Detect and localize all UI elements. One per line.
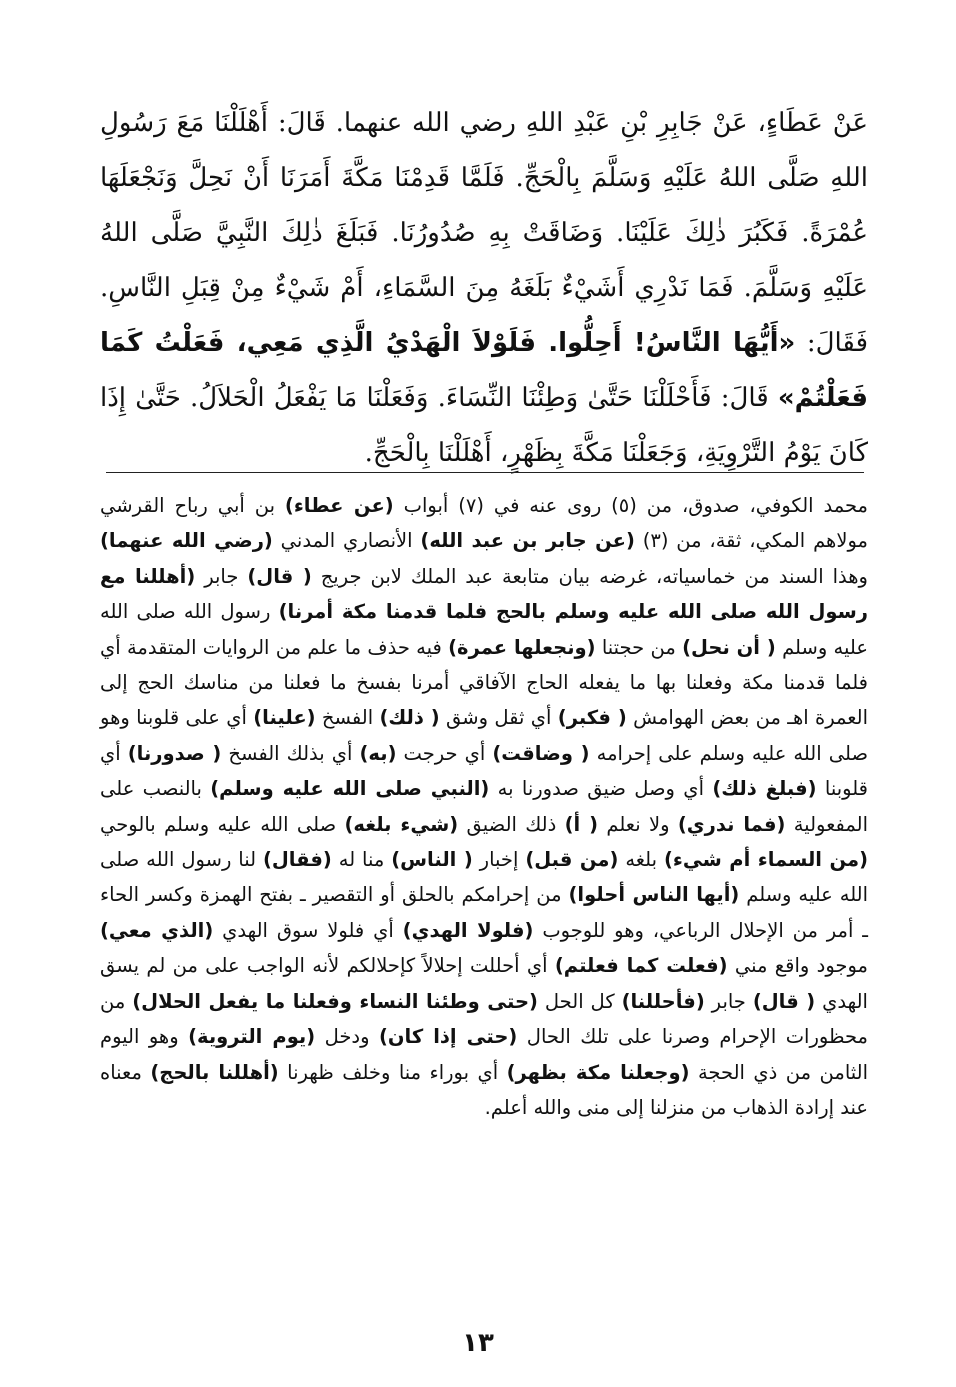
commentary-bold-segment: (فعلت كما فعلتم) — [554, 954, 728, 978]
commentary-bold-segment: (أهللنا بالحج) — [150, 1060, 279, 1084]
commentary-bold-segment: (ونجعلها عمرة) — [448, 635, 596, 659]
commentary-bold-segment: ( قال) — [752, 989, 816, 1013]
commentary-segment: أي على قلوبنا وهو صلى الله عليه وسلم على إحرامه — [100, 706, 868, 765]
commentary-bold-segment: (رضي الله عنهما) — [100, 529, 273, 553]
commentary-segment: كل الحل — [537, 989, 622, 1013]
commentary-segment: وهو اليوم الثامن من ذي الحجة — [100, 1025, 869, 1084]
commentary-bold-segment: (الذي معي) — [100, 918, 214, 942]
commentary-segment: منا له — [331, 848, 392, 872]
commentary-bold-segment: ( الناس) — [391, 848, 473, 872]
commentary-segment: أي حرجت — [396, 741, 493, 765]
commentary-segment: أي أحللت إحلالاً كإحلالكم لأنه الواجب على من لم يسق الهدي — [100, 954, 868, 1013]
commentary-segment: أي وصل ضيق صدورنا به — [489, 777, 713, 801]
commentary-bold-segment: (من قبل) — [525, 848, 619, 872]
hadith-text — [100, 96, 868, 481]
commentary-segment: الفسخ — [315, 706, 380, 730]
commentary-bold-segment: (فقال) — [262, 848, 332, 872]
hadith-text-part-2: قَالَ: فَأَحْلَلْنَا حَتَّىٰ وَطِئْنَا النِّسَاءَ. وَفَعَلْنَا مَا يَفْعَلُ الْحَلاَلُ. حَتَّىٰ إِذَا كَانَ يَوْمُ التَّرْوِيَةِ، وَجَعَلْنَا مَكَّةَ بِظَهْرٍ، أَهْلَلْنَا بِالْحَجِّ. — [100, 383, 868, 468]
commentary-bold-segment: (فبلغ ذلك) — [712, 777, 817, 801]
commentary-segment: محمد الكوفي، صدوق، من (٥) روى عنه في (٧) أبواب — [393, 494, 869, 517]
commentary-bold-segment: (من السماء أم شيء) — [663, 848, 868, 872]
page-number: ١٣ — [462, 1328, 494, 1358]
hadith-text-part-1: عَنْ عَطَاءٍ، عَنْ جَابِرِ بْنِ عَبْدِ اللهِ رضي الله عنهما. قَالَ: أَهْلَلْنَا مَعَ رَسُولِ اللهِ صَلَّى اللهُ عَلَيْهِ وَسَلَّمَ بِالْحَجِّ. فَلَمَّا قَدِمْنَا مَكَّةَ أَمَرَنَا أَنْ نَحِلَّ وَنَجْعَلَهَا عُمْرَةً. فَكَبُرَ ذٰلِكَ عَلَيْنَا. وَضَاقَتْ بِهِ صُدُورُنَا. فَبَلَغَ ذٰلِكَ النَّبِيَّ صَلَّى اللهُ عَلَيْهِ وَسَلَّمَ. فَمَا نَدْرِي أَشَيْءٌ بَلَغَهُ مِنَ السَّمَاءِ، أَمْ شَيْءٌ مِنْ قِبَلِ النَّاسِ. فَقَالَ: — [100, 108, 868, 358]
commentary-bold-segment: ( قال) — [247, 564, 312, 588]
commentary-segment: أي فلولا سوق الهدي — [213, 918, 403, 942]
commentary-segment: بن أبي رباح القرشي مولاهم المكي، ثقة، من (٣) — [100, 494, 868, 553]
commentary-segment: معناه عند إرادة الذهاب من منزلنا إلى منى والله أعلم. — [100, 1060, 868, 1119]
commentary-segment: ذلك الضيق — [458, 812, 565, 836]
commentary-segment: أي بذلك الفسخ — [221, 741, 360, 765]
commentary-bold-segment: (عن عطاء) — [284, 494, 394, 517]
commentary-segment: بالنصب على المفعولية — [100, 777, 868, 836]
commentary-bold-segment: ( صدورنا) — [127, 741, 222, 765]
commentary-bold-segment: (أيها الناس أحلوا) — [568, 883, 740, 907]
commentary-segment: إخبار — [472, 848, 526, 872]
commentary-segment: فيه حذف ما علم من الروايات المتقدمة أي فلما قدمنا مكة وفعلنا بها ما يفعله الحاج الآفاقي أمرنا بفسخ ما فعلنا من مناسك الحج إلى العمرة اهـ من بعض الهوامش — [100, 635, 868, 730]
commentary-segment: أي ثقل وشق — [439, 706, 558, 730]
commentary-segment: ودخل — [315, 1025, 379, 1049]
commentary-segment: رسول الله صلى الله عليه وسلم — [100, 600, 868, 659]
commentary-segment: موجود واقع مني — [727, 954, 868, 978]
commentary-bold-segment: (يوم التروية) — [188, 1025, 316, 1049]
commentary-bold-segment: ( أ) — [564, 812, 599, 836]
commentary-segment: من حجتنا — [595, 635, 683, 659]
commentary-bold-segment: (فأحللنا) — [621, 989, 705, 1013]
commentary-bold-segment: (النبي صلى الله عليه وسلم) — [210, 777, 490, 801]
commentary-segment: صلى الله عليه وسلم بالوحي — [100, 812, 345, 836]
commentary-bold-segment: (شيء بلغه) — [344, 812, 459, 836]
hadith-text-bold-quote: «أَيُّهَا النَّاسُ! أَحِلُّوا. فَلَوْلاَ الْهَدْيُ الَّذِي مَعِي، فَعَلْتُ كَمَا فَعَلْتُمْ» — [100, 328, 869, 413]
commentary-segment: جابر — [704, 989, 753, 1013]
commentary-bold-segment: (فلولا الهدي) — [402, 918, 534, 942]
commentary-segment: أي قلوبنا — [100, 741, 868, 801]
commentary-segment: جابر — [195, 564, 248, 588]
commentary-bold-segment: ( وضاقت) — [492, 741, 590, 765]
commentary-bold-segment: ( أن نحل) — [682, 635, 776, 659]
commentary-bold-segment: (حتى وطئنا النساء وفعلنا ما يفعل الحلال) — [132, 989, 538, 1013]
commentary-bold-segment: (فما ندري) — [677, 812, 786, 836]
commentary-segment: لنا رسول الله صلى الله عليه وسلم — [100, 848, 869, 907]
commentary-segment: الأنصاري المدني — [272, 529, 421, 553]
commentary-text — [100, 488, 868, 1125]
commentary-bold-segment: (علينا) — [253, 706, 316, 730]
commentary-bold-segment: (أهللنا مع رسول الله صلى الله عليه وسلم بالحج فلما قدمنا مكة أمرنا) — [100, 564, 868, 624]
footnote-separator — [106, 472, 864, 473]
commentary-segment: من إحرامكم بالحلق أو التقصير ـ بفتح الهمزة وكسر الحاء ـ أمر من الإحلال الرباعي، وهو للوجوب — [100, 883, 868, 942]
commentary-bold-segment: (عن جابر بن عبد الله) — [420, 529, 635, 553]
commentary-bold-segment: ( ذلك) — [379, 706, 440, 730]
commentary-segment: بلغه — [618, 848, 664, 872]
commentary-segment: وهذا السند من خماسياته، غرضه بيان متابعة عبد الملك لابن جريج — [311, 564, 868, 588]
commentary-bold-segment: ( فكبر) — [557, 706, 627, 730]
commentary-segment: ولا نعلم — [598, 812, 678, 836]
commentary-bold-segment: (به) — [359, 741, 397, 765]
commentary-bold-segment: (وجعلنا مكة بظهر) — [506, 1060, 690, 1084]
commentary-segment: من محظورات الإحرام وصرنا على تلك الحال — [100, 989, 868, 1049]
commentary-segment: أي بوراء منا وخلف ظهرنا — [278, 1060, 507, 1084]
commentary-bold-segment: (حتى إذا كان) — [378, 1025, 518, 1049]
